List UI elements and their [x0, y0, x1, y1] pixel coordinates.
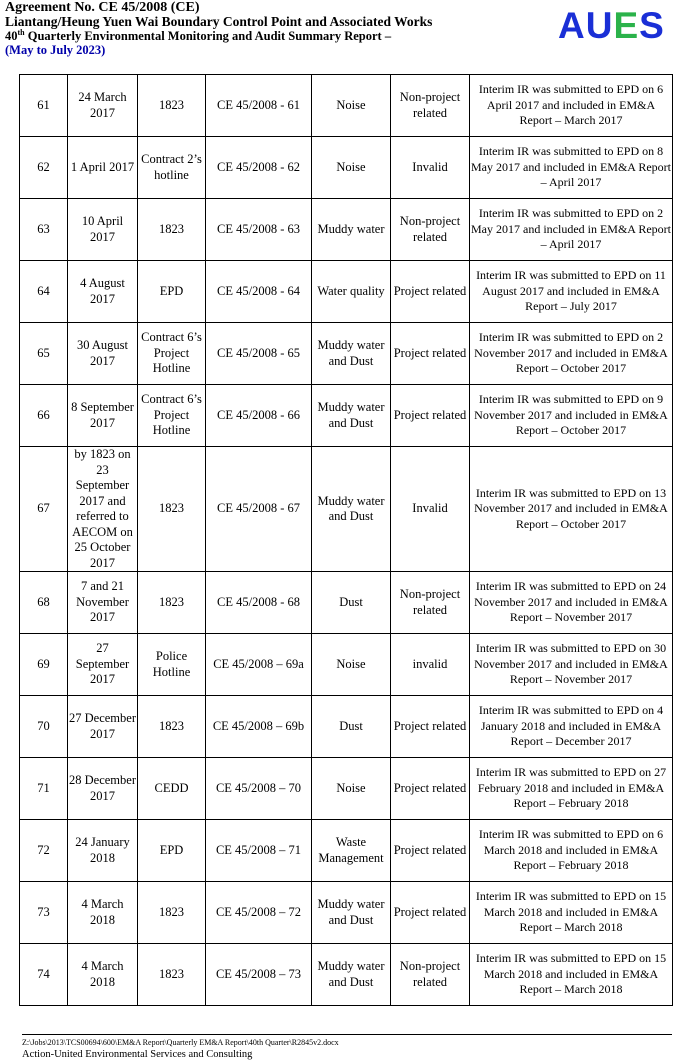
footer-file-path: Z:\Jobs\2013\TCS00694\600\EM&A Report\Quarterly EM&A Report\40th Quarter\R2845v2.docx	[22, 1038, 339, 1047]
reference-cell: CE 45/2008 – 71	[206, 820, 312, 882]
date-cell: 30 August 2017	[68, 323, 138, 385]
reference-cell: CE 45/2008 - 64	[206, 261, 312, 323]
row-number-cell: 70	[20, 696, 68, 758]
reference-cell: CE 45/2008 - 63	[206, 199, 312, 261]
source-cell: 1823	[138, 447, 206, 572]
reference-cell: CE 45/2008 - 67	[206, 447, 312, 572]
source-cell: CEDD	[138, 758, 206, 820]
source-cell: 1823	[138, 696, 206, 758]
status-cell: Project related	[391, 696, 470, 758]
aues-logo	[558, 0, 665, 52]
row-number-cell: 63	[20, 199, 68, 261]
source-cell: Police Hotline	[138, 634, 206, 696]
logo-text-au: AU	[558, 5, 614, 46]
remark-cell: Interim IR was submitted to EPD on 6 April 2017 and included in EM&A Report – March 2017	[470, 75, 673, 137]
date-cell: by 1823 on 23 September 2017 and referred to AECOM on 25 October 2017	[68, 447, 138, 572]
nature-cell: Muddy water and Dust	[312, 323, 391, 385]
agreement-title: Agreement No. CE 45/2008 (CE)	[5, 0, 200, 15]
nature-cell: Muddy water and Dust	[312, 882, 391, 944]
date-cell: 27 December 2017	[68, 696, 138, 758]
table-row	[20, 758, 673, 820]
date-cell: 8 September 2017	[68, 385, 138, 447]
source-cell: 1823	[138, 75, 206, 137]
reference-cell: CE 45/2008 - 65	[206, 323, 312, 385]
nature-cell: Muddy water and Dust	[312, 944, 391, 1006]
remark-cell: Interim IR was submitted to EPD on 24 November 2017 and included in EM&A Report – November 2017	[470, 572, 673, 634]
status-cell: Project related	[391, 758, 470, 820]
source-cell: Contract 6’s Project Hotline	[138, 385, 206, 447]
date-cell: 4 March 2018	[68, 944, 138, 1006]
table-row	[20, 385, 673, 447]
report-title	[5, 29, 525, 43]
row-number-cell: 72	[20, 820, 68, 882]
reference-cell: CE 45/2008 - 68	[206, 572, 312, 634]
source-cell: Contract 6’s Project Hotline	[138, 323, 206, 385]
logo-text-s: S	[639, 5, 665, 46]
table-row	[20, 199, 673, 261]
report-number-suffix: th	[17, 28, 25, 37]
date-cell: 4 August 2017	[68, 261, 138, 323]
status-cell: Invalid	[391, 447, 470, 572]
table-row	[20, 820, 673, 882]
remark-cell: Interim IR was submitted to EPD on 15 March 2018 and included in EM&A Report – March 2018	[470, 944, 673, 1006]
row-number-cell: 74	[20, 944, 68, 1006]
complaint-log-body	[20, 75, 673, 1006]
remark-cell: Interim IR was submitted to EPD on 15 March 2018 and included in EM&A Report – March 2018	[470, 882, 673, 944]
source-cell: 1823	[138, 882, 206, 944]
status-cell: Project related	[391, 323, 470, 385]
table-row	[20, 572, 673, 634]
status-cell: Non-project related	[391, 199, 470, 261]
nature-cell: Noise	[312, 758, 391, 820]
row-number-cell: 69	[20, 634, 68, 696]
status-cell: Project related	[391, 261, 470, 323]
status-cell: Invalid	[391, 137, 470, 199]
reference-cell: CE 45/2008 – 73	[206, 944, 312, 1006]
nature-cell: Muddy water and Dust	[312, 385, 391, 447]
date-cell: 1 April 2017	[68, 137, 138, 199]
status-cell: Non-project related	[391, 75, 470, 137]
footer-divider	[22, 1034, 672, 1035]
status-cell: Non-project related	[391, 572, 470, 634]
report-title-text: Quarterly Environmental Monitoring and Audit Summary Report –	[24, 29, 392, 43]
table-row	[20, 696, 673, 758]
logo-text-e: E	[613, 5, 640, 46]
project-title: Liantang/Heung Yuen Wai Boundary Control Point and Associated Works	[5, 14, 433, 29]
remark-cell: Interim IR was submitted to EPD on 9 November 2017 and included in EM&A Report – October 2017	[470, 385, 673, 447]
source-cell: 1823	[138, 199, 206, 261]
date-cell: 24 January 2018	[68, 820, 138, 882]
nature-cell: Dust	[312, 696, 391, 758]
reference-cell: CE 45/2008 – 72	[206, 882, 312, 944]
date-cell: 24 March 2017	[68, 75, 138, 137]
remark-cell: Interim IR was submitted to EPD on 8 May 2017 and included in EM&A Report – April 2017	[470, 137, 673, 199]
report-number: 40	[5, 29, 18, 43]
date-cell: 10 April 2017	[68, 199, 138, 261]
reference-cell: CE 45/2008 – 69b	[206, 696, 312, 758]
complaint-log-table	[19, 74, 673, 1006]
status-cell: Project related	[391, 882, 470, 944]
table-row	[20, 634, 673, 696]
nature-cell: Noise	[312, 634, 391, 696]
remark-cell: Interim IR was submitted to EPD on 6 March 2018 and included in EM&A Report – February 2018	[470, 820, 673, 882]
row-number-cell: 71	[20, 758, 68, 820]
table-row	[20, 944, 673, 1006]
footer-company: Action-United Environmental Services and Consulting	[22, 1049, 253, 1060]
source-cell: Contract 2’s hotline	[138, 137, 206, 199]
row-number-cell: 62	[20, 137, 68, 199]
remark-cell: Interim IR was submitted to EPD on 13 November 2017 and included in EM&A Report – October 2017	[470, 447, 673, 572]
row-number-cell: 64	[20, 261, 68, 323]
nature-cell: Waste Management	[312, 820, 391, 882]
remark-cell: Interim IR was submitted to EPD on 2 May 2017 and included in EM&A Report – April 2017	[470, 199, 673, 261]
nature-cell: Muddy water	[312, 199, 391, 261]
reference-cell: CE 45/2008 - 61	[206, 75, 312, 137]
status-cell: Non-project related	[391, 944, 470, 1006]
document-header	[5, 1, 525, 57]
status-cell: invalid	[391, 634, 470, 696]
nature-cell: Water quality	[312, 261, 391, 323]
remark-cell: Interim IR was submitted to EPD on 27 February 2018 and included in EM&A Report – February 2018	[470, 758, 673, 820]
table-row	[20, 137, 673, 199]
page-footer	[22, 1034, 672, 1061]
reference-cell: CE 45/2008 - 62	[206, 137, 312, 199]
row-number-cell: 66	[20, 385, 68, 447]
table-row	[20, 882, 673, 944]
reference-cell: CE 45/2008 – 70	[206, 758, 312, 820]
report-period: (May to July 2023)	[5, 43, 106, 57]
source-cell: EPD	[138, 820, 206, 882]
source-cell: 1823	[138, 944, 206, 1006]
remark-cell: Interim IR was submitted to EPD on 4 January 2018 and included in EM&A Report – December 2017	[470, 696, 673, 758]
date-cell: 4 March 2018	[68, 882, 138, 944]
table-row	[20, 75, 673, 137]
status-cell: Project related	[391, 820, 470, 882]
remark-cell: Interim IR was submitted to EPD on 11 August 2017 and included in EM&A Report – July 2017	[470, 261, 673, 323]
remark-cell: Interim IR was submitted to EPD on 30 November 2017 and included in EM&A Report – November 2017	[470, 634, 673, 696]
date-cell: 28 December 2017	[68, 758, 138, 820]
nature-cell: Noise	[312, 75, 391, 137]
table-row	[20, 261, 673, 323]
nature-cell: Muddy water and Dust	[312, 447, 391, 572]
row-number-cell: 61	[20, 75, 68, 137]
row-number-cell: 65	[20, 323, 68, 385]
source-cell: EPD	[138, 261, 206, 323]
reference-cell: CE 45/2008 – 69a	[206, 634, 312, 696]
date-cell: 7 and 21 November 2017	[68, 572, 138, 634]
nature-cell: Dust	[312, 572, 391, 634]
table-row	[20, 323, 673, 385]
date-cell: 27 September 2017	[68, 634, 138, 696]
nature-cell: Noise	[312, 137, 391, 199]
table-row	[20, 447, 673, 572]
row-number-cell: 68	[20, 572, 68, 634]
reference-cell: CE 45/2008 - 66	[206, 385, 312, 447]
row-number-cell: 67	[20, 447, 68, 572]
source-cell: 1823	[138, 572, 206, 634]
status-cell: Project related	[391, 385, 470, 447]
remark-cell: Interim IR was submitted to EPD on 2 November 2017 and included in EM&A Report – October 2017	[470, 323, 673, 385]
row-number-cell: 73	[20, 882, 68, 944]
